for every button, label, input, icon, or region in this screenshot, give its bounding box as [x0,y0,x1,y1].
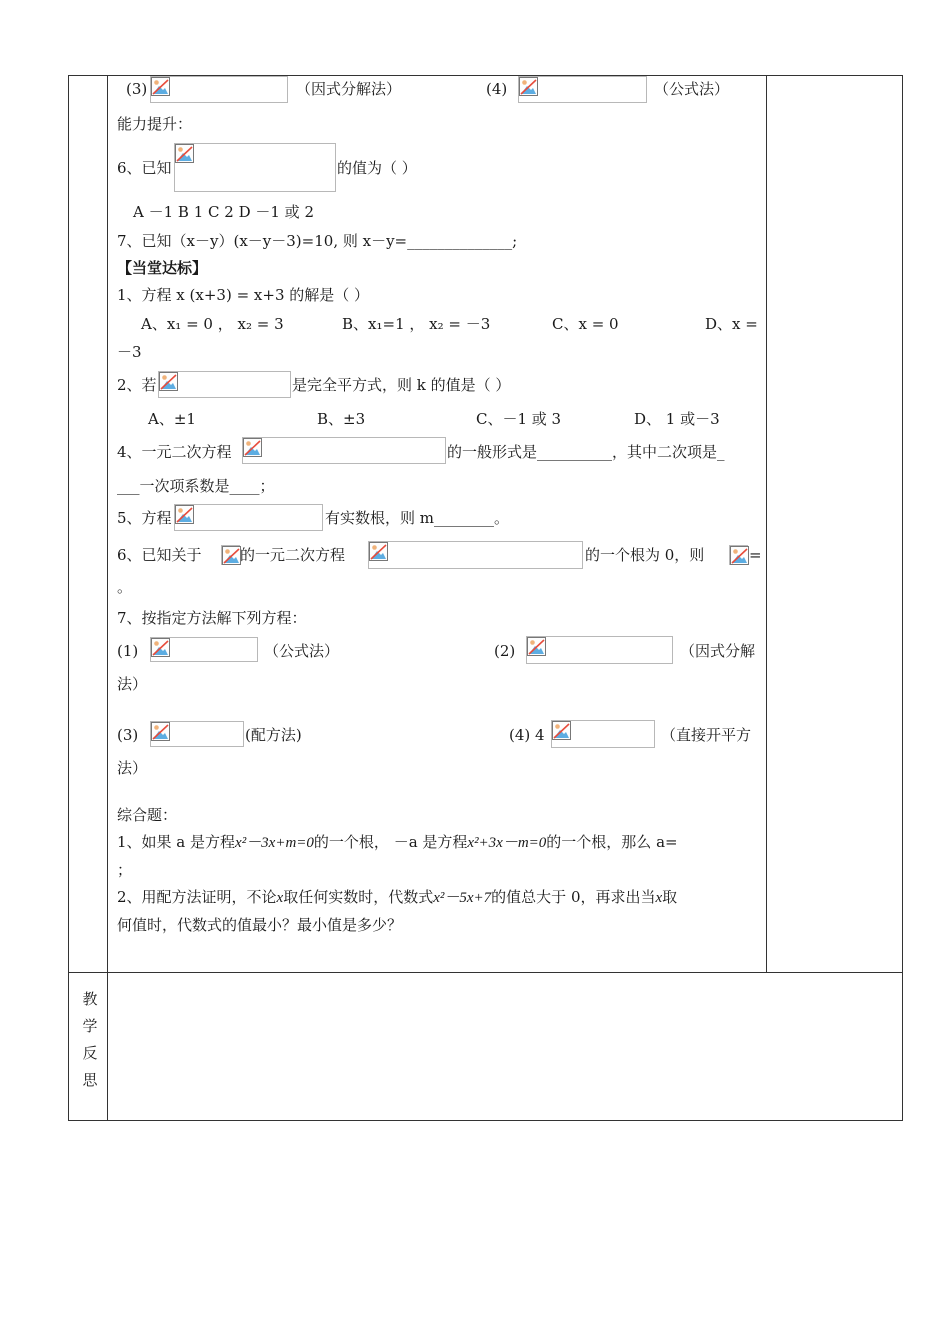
broken-image-icon [151,722,170,741]
t1-option-b: B、x₁=1 ， x₂ = －3 [342,315,491,333]
q6-text-a: 6、已知 [117,159,172,177]
p3-label: (3) [126,80,148,98]
p4-method: （公式法） [654,80,730,98]
broken-image-icon [222,546,241,565]
broken-image-icon [243,438,262,457]
variable-image-t6 [221,545,240,565]
t2-text-a: 2、若 [117,376,157,394]
s1-label: (1) [117,642,139,660]
p4-label: (4) [486,80,508,98]
reflection-char: 教 [82,990,98,1008]
t1-option-a: A、x₁ = 0 ， x₂ = 3 [141,315,284,333]
broken-image-icon [369,542,388,561]
equation-image-q6 [174,143,336,192]
s2-method-cont: 法） [117,675,148,693]
c2-variable-x-2: x [655,890,663,906]
equation-image-s1 [150,637,258,662]
t4-text-a: 4、一元二次方程 [117,443,232,461]
table-bottom-border [68,1120,903,1121]
s3-label: (3) [117,726,139,744]
equation-image-s2 [526,636,673,664]
t6-text-c: 的一个根为 0，则 [585,546,705,564]
equation-image-t2 [158,371,291,398]
c2-text-e: 何值时，代数式的值最小？最小值是多少？ [117,916,403,934]
c1-text-b: 的一个根， －a 是方程 [313,833,468,851]
c2-text-d: 取 [662,888,678,906]
broken-image-icon [175,144,194,163]
c2-expression: x²－5x+7 [433,890,492,906]
s2-method: （因式分解 [680,642,756,660]
ability-heading: 能力提升： [117,115,193,133]
t5-text-b: 有实数根，则 m________。 [325,509,509,527]
variable-image-t6-answer [729,545,748,565]
t4-text-c: ___一次项系数是____； [117,477,275,495]
c2-text-a: 2、用配方法证明，不论 [117,888,277,906]
s4-method: （直接开平方 [661,726,752,744]
table-col-divider [107,75,108,1121]
t2-option-b: B、±3 [317,410,366,428]
equation-image-t4 [242,437,446,464]
equation-image-s4 [551,720,655,748]
t6-text-e: 。 [117,578,133,596]
broken-image-icon [527,637,546,656]
c2-variable-x: x [276,890,284,906]
t6-text-d: = [749,546,762,564]
c1-text-c: 的一个根，那么 a= [546,833,678,851]
c2-line [117,888,677,907]
s2-label: (2) [494,642,516,660]
reflection-char: 思 [82,1071,98,1089]
t6-text-b: 的一元二次方程 [240,546,346,564]
t4-text-b: 的一般形式是__________，其中二次项是_ [447,443,725,461]
s4-method-cont: 法） [117,759,148,777]
broken-image-icon [159,372,178,391]
c1-text-d: ； [117,861,133,879]
q7-text: 7、已知（x－y）(x－y－3)=10, 则 x－y=______________; [117,232,518,250]
reflection-label [80,986,100,1094]
p3-method: （因式分解法） [296,80,402,98]
t2-option-c: C、－1 或 3 [476,410,562,428]
t2-option-a: A、±1 [148,410,196,428]
t2-option-d: D、 1 或－3 [634,410,720,428]
c2-text-b: 取任何实数时，代数式 [283,888,434,906]
broken-image-icon [175,505,194,524]
broken-image-icon [151,638,170,657]
t1-text: 1、方程 x (x+3) = x+3 的解是（ ） [117,286,370,304]
broken-image-icon [730,546,749,565]
t1-option-c: C、x = 0 [552,315,619,333]
broken-image-icon [552,721,571,740]
broken-image-icon [519,77,538,96]
t1-option-d-cont: －3 [117,343,142,361]
q6-text-b: 的值为（ ） [337,159,417,177]
c2-text-c: 的值总大于 0，再求出当 [491,888,656,906]
t2-text-b: 是完全平方式，则 k 的值是（ ） [292,376,511,394]
t6-text-a: 6、已知关于 [117,546,202,564]
equation-image-t5 [174,504,323,531]
c1-text-a: 1、如果 a 是方程 [117,833,236,851]
c1-equation-2: x²+3x－m=0 [467,835,547,851]
t7-text: 7、按指定方法解下列方程： [117,609,307,627]
t1-option-d: D、x = [705,315,758,333]
table-mid-border [68,972,903,973]
s4-label: (4) 4 [509,726,545,744]
equation-image-p4 [518,76,647,103]
c1-equation-1: x²－3x+m=0 [235,835,314,851]
c1-line [117,833,678,852]
broken-image-icon [151,77,170,96]
reflection-char: 反 [82,1044,98,1062]
section-heading: 【当堂达标】 [117,259,208,277]
s1-method: （公式法） [264,642,340,660]
comprehensive-heading: 综合题： [117,806,178,824]
equation-image-s3 [150,721,244,747]
t5-text-a: 5、方程 [117,509,172,527]
s3-method: (配方法) [245,726,302,744]
table-right-border [902,75,903,1121]
q6-options: A －1 B 1 C 2 D －1 或 2 [133,203,314,221]
table-right-col-divider [766,75,767,973]
table-left-border [68,75,69,1121]
equation-image-t6 [368,541,583,569]
equation-image-p3 [150,76,288,103]
reflection-char: 学 [82,1017,98,1035]
